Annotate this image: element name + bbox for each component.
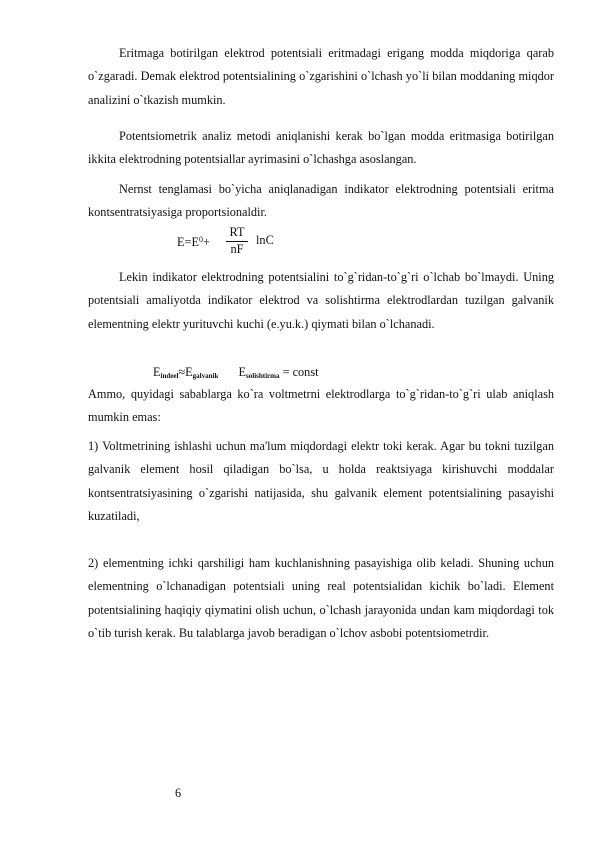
formula-tail: lnC xyxy=(256,233,274,247)
relation-const: = const xyxy=(282,365,319,379)
paragraph-2: Potentsiometrik analiz metodi aniqlanishi kerak bo`lgan modda eritmasiga botirilgan ikkita elektrodning potentsiallar ayrimasini o`lchashga asoslangan. xyxy=(88,129,554,167)
relation-e-reference: E xyxy=(238,365,247,379)
relation-e-indicator: E xyxy=(153,365,161,379)
formula-plus: + xyxy=(202,235,210,249)
paragraph-3: Nernst tenglamasi bo`yicha aniqlanadigan indikator elektrodning potentsiali eritma kontsentratsiyasiga proportsionaldir. xyxy=(88,182,554,220)
fraction-denominator: nF xyxy=(230,242,244,256)
fraction-numerator: RT xyxy=(226,225,248,242)
relation-approx: ≈E xyxy=(178,365,193,379)
paragraph-1: Eritmaga botirilgan elektrod potentsiali eritmadagi erigang modda miqdoriga qarab o`zgaradi. Demak elektrod potentsialining o`zgarishini o`lchash yo`li bilan moddaning miqdor analizini o`tkazish mumkin. xyxy=(88,46,554,107)
formula-lhs: E=E xyxy=(177,235,199,249)
paragraph-7: 2) elementning ichki qarshiligi ham kuchlanishning pasayishiga olib keladi. Shuning uchun elementning o`lchanadigan potentsiali uning real potentsialidan kichik bo`ladi. Element potentsialining haqiqiy qiymatini olish uchun, o`lchash jarayonida undan kam miqdordagi tok o`tib turish kerak. Bu talablarga javob beradigan o`lchov asbobi potentsiometrdir. xyxy=(88,556,554,640)
relation-sub-galvanic: galvanik xyxy=(192,372,219,380)
paragraph-4: Lekin indikator elektrodning potentsialini to`g`ridan-to`g`ri o`lchab bo`lmaydi. Uning potentsiali amaliyotda indikator elektrod va solishtirma elektrodlardan tuzilgan galvanik elementning elektr yurituvchi kuchi (e.yu.k.) qiymati bilan o`lchanadi. xyxy=(88,270,554,331)
relation-sub-reference: solishtirma xyxy=(246,372,280,380)
paragraph-6: 1) Voltmetrining ishlashi uchun ma'lum miqdordagi elektr toki kerak. Agar bu tokni tuzilgan galvanik element hosil qiladigan bo`lsa, u holda reaktsiyaga kirishuvchi moddalar kontsentratsiyasining o`zgarishi natijasida, shu galvanik element potentsialining pasayishi kuzatiladi, xyxy=(88,439,554,523)
page-number: 6 xyxy=(175,786,182,800)
formula-fraction xyxy=(226,225,248,257)
formula-superscript: 0 xyxy=(198,235,203,244)
nernst-equation xyxy=(177,230,210,252)
relation-sub-indicator: indeel xyxy=(160,372,179,380)
paragraph-5: Ammo, quyidagi sabablarga ko`ra voltmetrni elektrodlarga to`g`ridan-to`g`ri ulab aniqlash mumkin emas: xyxy=(88,387,554,425)
